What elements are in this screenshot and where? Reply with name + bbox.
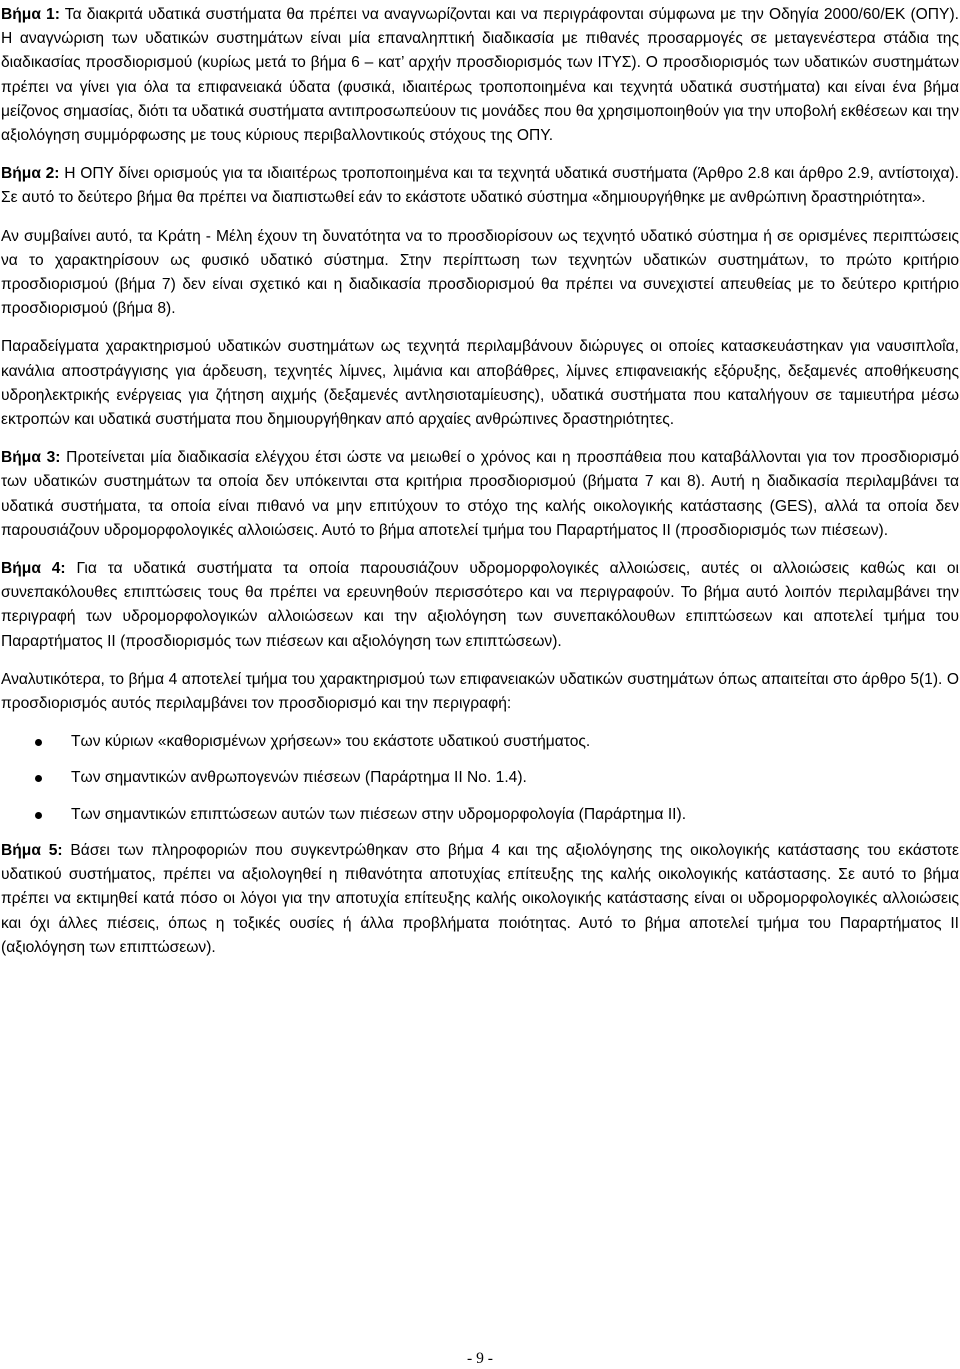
list-item — [1, 730, 959, 754]
bullet-icon — [35, 739, 42, 746]
bullet-icon — [35, 775, 42, 782]
list-item-text: Των σημαντικών ανθρωπογενών πιέσεων (Παράρτημα ΙΙ No. 1.4). — [71, 769, 527, 787]
step-5-label: Βήμα 5: — [1, 841, 63, 859]
step-4-text: Για τα υδατικά συστήματα τα οποία παρουσιάζουν υδρομορφολογικές αλλοιώσεις, αυτές οι αλλοιώσεις καθώς και οι συνεπακόλουθες επιπτώσεις τους θα πρέπει να ερευνηθούν περισσότερο και να περιγραφούν. Το βήμα αυτό λοιπόν περιλαμβάνει την περιγραφή των υδρομορφολογικών αλλοιώσεων και την αξιολόγηση των συνεπακόλουθων επιπτώσεων και αποτελεί τμήμα του Παραρτήματος ΙΙ (προσδιορισμός των πιέσεων και αξιολόγηση των επιπτώσεων). — [1, 560, 959, 650]
list-item-text: Των κύριων «καθορισμένων χρήσεων» του εκάστοτε υδατικού συστήματος. — [71, 733, 591, 751]
list-item-text: Των σημαντικών επιπτώσεων αυτών των πιέσεων στην υδρομορφολογία (Παράρτημα ΙΙ). — [71, 805, 687, 823]
step-3-text: Προτείνεται μία διαδικασία ελέγχου έτσι ώστε να μειωθεί ο χρόνος και η προσπάθεια που καταβάλλονται για τον προσδιορισμό των υδατικών συστημάτων τα οποία δεν υπόκεινται στα κριτήρια προσδιορισμού (βήματα 7 και 8). Αυτή η διαδικασία περιλαμβάνει τα υδατικά συστήματα, τα οποία είναι πιθανό να μην επιτύχουν το στόχο της καλής οικολογικής κατάστασης (GES), αλλά τα οποία δεν παρουσιάζουν υδρομορφολογικές αλλοιώσεις. Αυτό το βήμα αποτελεί τμήμα του Παραρτήματος ΙΙ (προσδιορισμός των πιέσεων). — [1, 449, 959, 539]
bullet-icon — [35, 812, 42, 819]
paragraph-artificial-examples: Παραδείγματα χαρακτηρισμού υδατικών συστημάτων ως τεχνητά περιλαμβάνουν διώρυγες οι οποίες κατασκευάστηκαν για ναυσιπλοΐα, κανάλια αποστράγγισης για άρδευση, τεχνητές λίμνες, λιμάνια και αποβάθρες, λίμνες επιφανειακής εξόρυξης, δεξαμενές αποθήκευσης υδροηλεκτρικής ενέργειας για ζήτηση αιχμής (δεξαμενές αντλησιοταμίευσης), υδατικά συστήματα που καταλήγουν σε ταμιευτήρα μέσω εκτροπών και υδατικά συστήματα που δημιουργήθηκαν από αρχαίες ανθρώπινες δραστηριότητες. — [1, 338, 959, 429]
step-2-text: Η ΟΠΥ δίνει ορισμούς για τα ιδιαιτέρως τροποποιημένα και τα τεχνητά υδατικά συστήματα (Άρθρο 2.8 και άρθρο 2.9, αντίστοιχα). Σε αυτό το δεύτερο βήμα θα πρέπει να διαπιστωθεί εάν το εκάστοτε υδατικό σύστημα «δημιουργήθηκε με ανθρώπινη δραστηριότητα». — [1, 165, 959, 207]
step-2-label: Βήμα 2: — [1, 165, 60, 183]
page-number: - 9 - — [467, 1350, 493, 1367]
list-item — [1, 766, 959, 790]
step-1-text: Τα διακριτά υδατικά συστήματα θα πρέπει να αναγνωρίζονται και να περιγράφονται σύμφωνα με την Οδηγία 2000/60/ΕΚ (ΟΠΥ). Η αναγνώριση των υδατικών συστημάτων είναι μία επαναληπτική διαδικασία με πιθανές προσαρμογές σε μεταγενέστερα στάδια της διαδικασίας προσδιορισμού (κυρίως μετά το βήμα 6 – κατ’ αρχήν προσδιορισμός των ΙΤΥΣ). Ο προσδιορισμός των υδατικών συστημάτων πρέπει να γίνει για όλα τα επιφανειακά ύδατα (φυσικά, ιδιαιτέρως τροποποιημένα και τεχνητά υδατικά συστήματα) και είναι ένα βήμα μείζονος σημασίας, διότι τα υδατικά συστήματα αντιπροσωπεύουν τις μονάδες που θα χρησιμοποιηθούν για την υποβολή εκθέσεων και την αξιολόγηση συμμόρφωσης με τους κύριους περιβαλλοντικούς στόχους της ΟΠΥ. — [1, 6, 959, 145]
paragraph-step-2 — [1, 162, 959, 210]
paragraph-step-4-detail: Αναλυτικότερα, το βήμα 4 αποτελεί τμήμα του χαρακτηρισμού των επιφανειακών υδατικών συστημάτων όπως απαιτείται στο άρθρο 5(1). Ο προσδιορισμός αυτός περιλαμβάνει τον προσδιορισμό και την περιγραφή: — [1, 670, 959, 713]
paragraph-step-5 — [1, 839, 959, 960]
step-5-text: Βάσει των πληροφοριών που συγκεντρώθηκαν στο βήμα 4 και της αξιολόγησης της οικολογικής κατάστασης του εκάστοτε υδατικού συστήματος, πρέπει να αξιολογηθεί η πιθανότητα αποτυχίας επίτευξης της καλής οικολογικής κατάστασης. Σε αυτό το βήμα πρέπει να εκτιμηθεί κατά πόσο οι λόγοι για την αποτυχία επίτευξης καλής οικολογικής κατάστασης είναι οι υδρομορφολογικές αλλοιώσεις και όχι άλλες πιέσεις, όπως η τοξικές ουσίες ή άλλα προβλήματα ποιότητας. Αυτό το βήμα αποτελεί τμήμα του Παραρτήματος ΙΙ (αξιολόγηση των επιπτώσεων). — [1, 841, 959, 956]
paragraph-artificial-designation: Αν συμβαίνει αυτό, τα Κράτη - Μέλη έχουν τη δυνατότητα να το προσδιορίσουν ως τεχνητό υδατικό σύστημα ή σε ορισμένες περιπτώσεις να το χαρακτηρίσουν ως φυσικό υδατικό σύστημα. Στην περίπτωση των τεχνητών υδατικών συστημάτων, το πρώτο κριτήριο προσδιορισμού (βήμα 7) δεν είναι σχετικό και η διαδικασία προσδιορισμού θα πρέπει να συνεχιστεί απευθείας με το δεύτερο κριτήριο προσδιορισμού (βήμα 8). — [1, 227, 959, 318]
paragraph-step-4 — [1, 557, 959, 654]
paragraph-step-1 — [1, 3, 959, 148]
description-bullet-list — [1, 730, 959, 827]
step-4-label: Βήμα 4: — [1, 560, 66, 578]
paragraph-step-3 — [1, 446, 959, 543]
list-item — [1, 803, 959, 827]
step-1-label: Βήμα 1: — [1, 6, 60, 23]
step-3-label: Βήμα 3: — [1, 449, 61, 467]
